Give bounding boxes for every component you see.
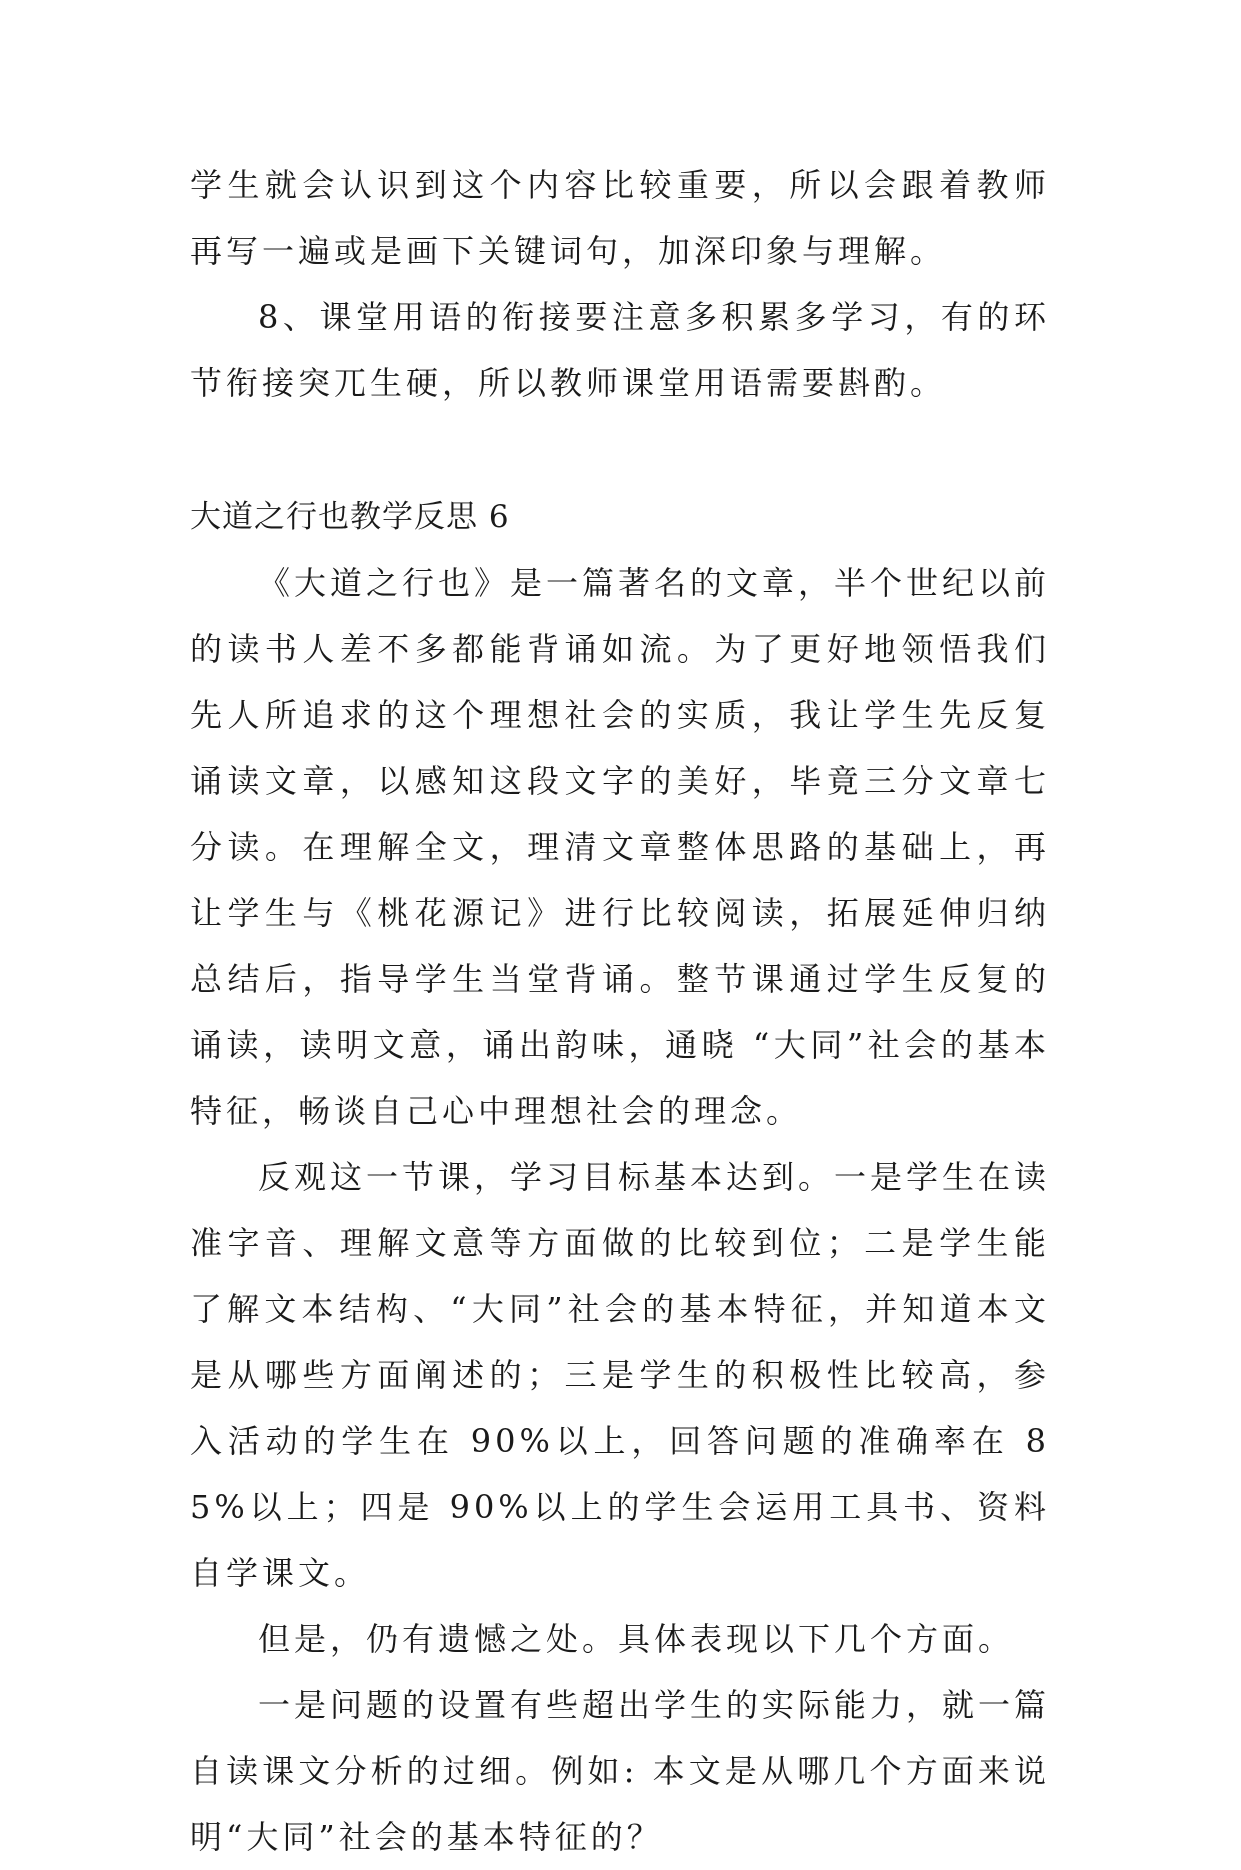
paragraph-intro: 《大道之行也》是一篇著名的文章，半个世纪以前的读书人差不多都能背诵如流。为了更好地领悟我们先人所追求的这个理想社会的实质，我让学生先反复诵读文章，以感知这段文字的美好，毕竟三分文章七分读。在理解全文，理清文章整体思路的基础上，再让学生与《桃花源记》进行比较阅读，拓展延伸归纳总结后，指导学生当堂背诵。整节课通过学生反复的诵读，读明文意，诵出韵味，通晓 “大同”社会的基本特征，畅谈自己心中理想社会的理念。 (190, 564, 1051, 1130)
section-title: 大道之行也教学反思 6 (190, 499, 510, 535)
paragraph-item-8: 8、课堂用语的衔接要注意多积累多学习，有的环节衔接突兀生硬，所以教师课堂用语需要斟酌。 (190, 298, 1050, 402)
document-body (190, 152, 1050, 1870)
paragraph-reflection: 反观这一节课，学习目标基本达到。一是学生在读准字音、理解文意等方面做的比较到位；二是学生能了解文本结构、“大同”社会的基本特征，并知道本文是从哪些方面阐述的；三是学生的积极性比较高，参入活动的学生在 90%以上，回答问题的准确率在 85%以上；四是 90%以上的学生会运用工具书、资料自学课文。 (190, 1158, 1051, 1592)
paragraph-point-one: 一是问题的设置有些超出学生的实际能力，就一篇自读课文分析的过细。例如: 本文是从哪几个方面来说明“大同”社会的基本特征的？ (190, 1686, 1051, 1856)
paragraph-shortcomings: 但是，仍有遗憾之处。具体表现以下几个方面。 (258, 1620, 1015, 1658)
paragraph-continuation: 学生就会认识到这个内容比较重要，所以会跟着教师再写一遍或是画下关键词句，加深印象与理解。 (190, 166, 1050, 270)
